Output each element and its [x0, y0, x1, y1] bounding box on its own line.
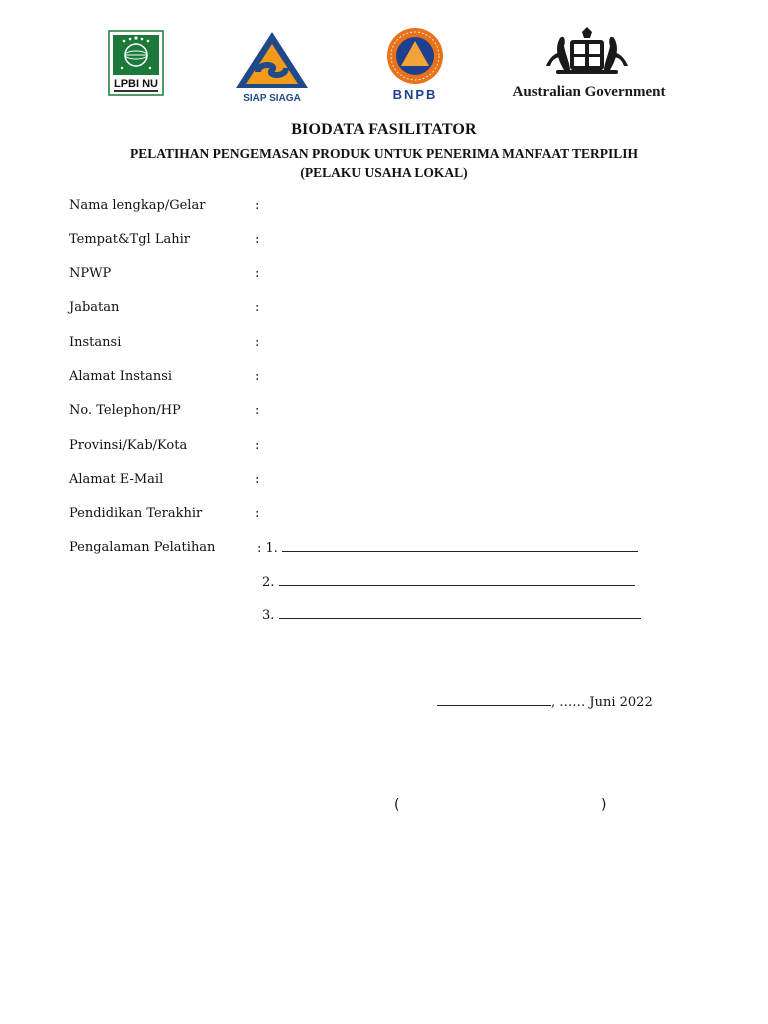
- field-label: Instansi: [69, 335, 122, 350]
- field-label: Nama lengkap/Gelar: [69, 198, 206, 213]
- field-label: Pengalaman Pelatihan: [69, 540, 216, 555]
- field-label: NPWP: [69, 266, 112, 281]
- experience-number: 3.: [262, 608, 275, 623]
- place-blank-line: [437, 694, 551, 706]
- siap-siaga-logo: [232, 30, 312, 104]
- field-separator: :: [255, 300, 260, 315]
- experience-blank-line: [279, 574, 635, 586]
- field-separator: :: [255, 198, 260, 213]
- svg-text:Australian Government: Australian Government: [512, 84, 666, 100]
- training-subtitle: (PELAKU USAHA LOKAL): [300, 165, 468, 180]
- field-label: Pendidikan Terakhir: [69, 506, 203, 521]
- experience-item-3: [262, 607, 641, 623]
- field-separator: :: [255, 506, 260, 521]
- signature-paren-open: (: [394, 797, 400, 813]
- signature-date: [437, 694, 653, 710]
- field-label: Provinsi/Kab/Kota: [69, 438, 188, 453]
- experience-number: : 1.: [257, 541, 278, 556]
- field-separator: :: [255, 438, 260, 453]
- field-label: Jabatan: [69, 300, 120, 315]
- experience-number: 2.: [262, 575, 275, 590]
- field-separator: :: [255, 232, 260, 247]
- field-separator: :: [255, 472, 260, 487]
- field-separator: :: [255, 369, 260, 384]
- bnpb-logo: [384, 26, 446, 102]
- field-label: Alamat Instansi: [69, 369, 173, 384]
- document-title: BIODATA FASILITATOR: [291, 121, 477, 138]
- svg-text:LPBI NU: LPBI NU: [114, 78, 158, 90]
- field-separator: :: [255, 335, 260, 350]
- field-separator: :: [255, 266, 260, 281]
- training-title: PELATIHAN PENGEMASAN PRODUK UNTUK PENERIMA MANFAAT TERPILIH: [129, 146, 639, 161]
- field-label: Alamat E-Mail: [69, 472, 164, 487]
- experience-item-2: [262, 574, 635, 590]
- date-text: , …… Juni 2022: [551, 695, 653, 710]
- field-label: No. Telephon/HP: [69, 403, 181, 418]
- australian-government-logo: [506, 26, 672, 100]
- experience-blank-line: [282, 540, 638, 552]
- experience-blank-line: [279, 607, 641, 619]
- svg-text:BNPB: BNPB: [392, 87, 438, 102]
- lpbi-nu-logo: [108, 30, 164, 96]
- experience-item-1: [257, 540, 638, 556]
- field-label: Tempat&Tgl Lahir: [69, 232, 190, 247]
- field-separator: :: [255, 403, 260, 418]
- signature-paren-close: ): [601, 797, 607, 813]
- svg-text:SIAP SIAGA: SIAP SIAGA: [243, 93, 301, 104]
